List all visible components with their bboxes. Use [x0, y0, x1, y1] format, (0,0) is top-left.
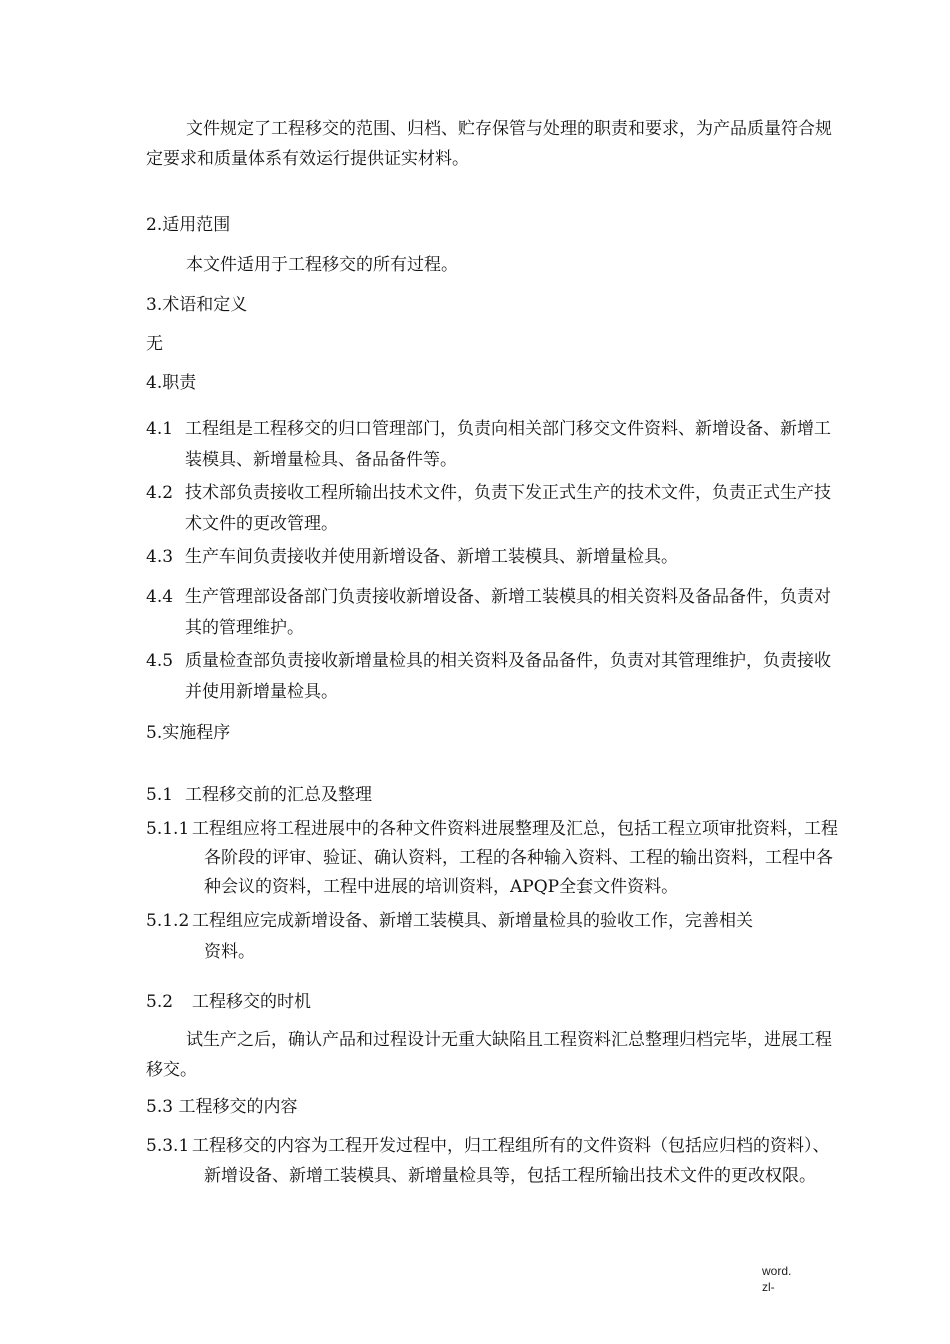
item-number: 4.5	[146, 651, 174, 671]
subsection-title: 工程移交前的汇总及整理	[185, 785, 372, 805]
section-5-heading: 5.实施程序	[146, 723, 231, 743]
item-number: 4.2	[146, 483, 174, 503]
subsection-5-2-heading	[146, 987, 838, 1018]
list-item-4-4	[146, 582, 838, 644]
subsection-number: 5.1	[146, 785, 174, 805]
footer-line-2: zl-	[762, 1280, 775, 1294]
list-item-5-3-1	[146, 1131, 838, 1191]
subsection-5-1-heading	[146, 780, 838, 811]
list-item-4-2	[146, 478, 838, 540]
intro-paragraph: 文件规定了工程移交的范围、归档、贮存保管与处理的职责和要求，为产品质量符合规定要求和质量体系有效运行提供证实材料。	[146, 119, 832, 169]
item-number: 4.1	[146, 419, 174, 439]
item-text-line-1: 工程组应完成新增设备、新增工装模具、新增量检具的验收工作，完善相关	[192, 911, 753, 931]
item-text: 技术部负责接收工程所输出技术文件，负责下发正式生产的技术文件，负责正式生产技术文件的更改管理。	[185, 483, 831, 534]
list-item-5-1-2	[146, 906, 838, 968]
subsection-number: 5.2	[146, 992, 174, 1012]
item-number: 5.1.2	[146, 911, 190, 931]
section-3-body: 无	[146, 334, 163, 354]
item-number: 4.4	[146, 587, 174, 607]
item-number: 4.3	[146, 547, 174, 567]
item-number: 5.1.1	[146, 819, 190, 839]
list-item-4-3	[146, 542, 838, 573]
list-item-4-5	[146, 646, 838, 708]
section-2-heading: 2.适用范围	[146, 215, 231, 235]
subsection-5-2-body: 试生产之后，确认产品和过程设计无重大缺陷且工程资料汇总整理归档完毕，进展工程移交。	[146, 1030, 832, 1080]
subsection-5-3-heading: 5.3 工程移交的内容	[146, 1097, 298, 1117]
section-3-heading: 3.术语和定义	[146, 295, 248, 315]
item-text-line-2: 资料。	[204, 942, 255, 962]
item-text: 工程组是工程移交的归口管理部门，负责向相关部门移交文件资料、新增设备、新增工装模具、新增量检具、备品备件等。	[185, 419, 831, 470]
item-text: 工程组应将工程进展中的各种文件资料进展整理及汇总，包括工程立项审批资料，工程各阶段的评审、验证、确认资料，工程的各种输入资料、工程的输出资料，工程中各种会议的资料，工程中进展的培训资料，APQP全套文件资料。	[192, 819, 838, 897]
item-number: 5.3.1	[146, 1136, 190, 1156]
list-item-5-1-1	[146, 815, 838, 902]
subsection-title: 工程移交的时机	[192, 992, 311, 1012]
page-footer	[762, 1263, 791, 1295]
list-item-4-1	[146, 414, 838, 476]
item-text: 工程移交的内容为工程开发过程中，归工程组所有的文件资料（包括应归档的资料）、新增设备、新增工装模具、新增量检具等，包括工程所输出技术文件的更改权限。	[192, 1136, 830, 1186]
footer-line-1: word.	[762, 1264, 792, 1278]
section-2-body: 本文件适用于工程移交的所有过程。	[186, 255, 458, 275]
section-4-heading: 4.职责	[146, 373, 197, 393]
item-text: 生产车间负责接收并使用新增设备、新增工装模具、新增量检具。	[185, 547, 678, 567]
item-text: 生产管理部设备部门负责接收新增设备、新增工装模具的相关资料及备品备件，负责对其的管理维护。	[185, 587, 831, 638]
item-text: 质量检查部负责接收新增量检具的相关资料及备品备件，负责对其管理维护，负责接收并使用新增量检具。	[185, 651, 831, 702]
